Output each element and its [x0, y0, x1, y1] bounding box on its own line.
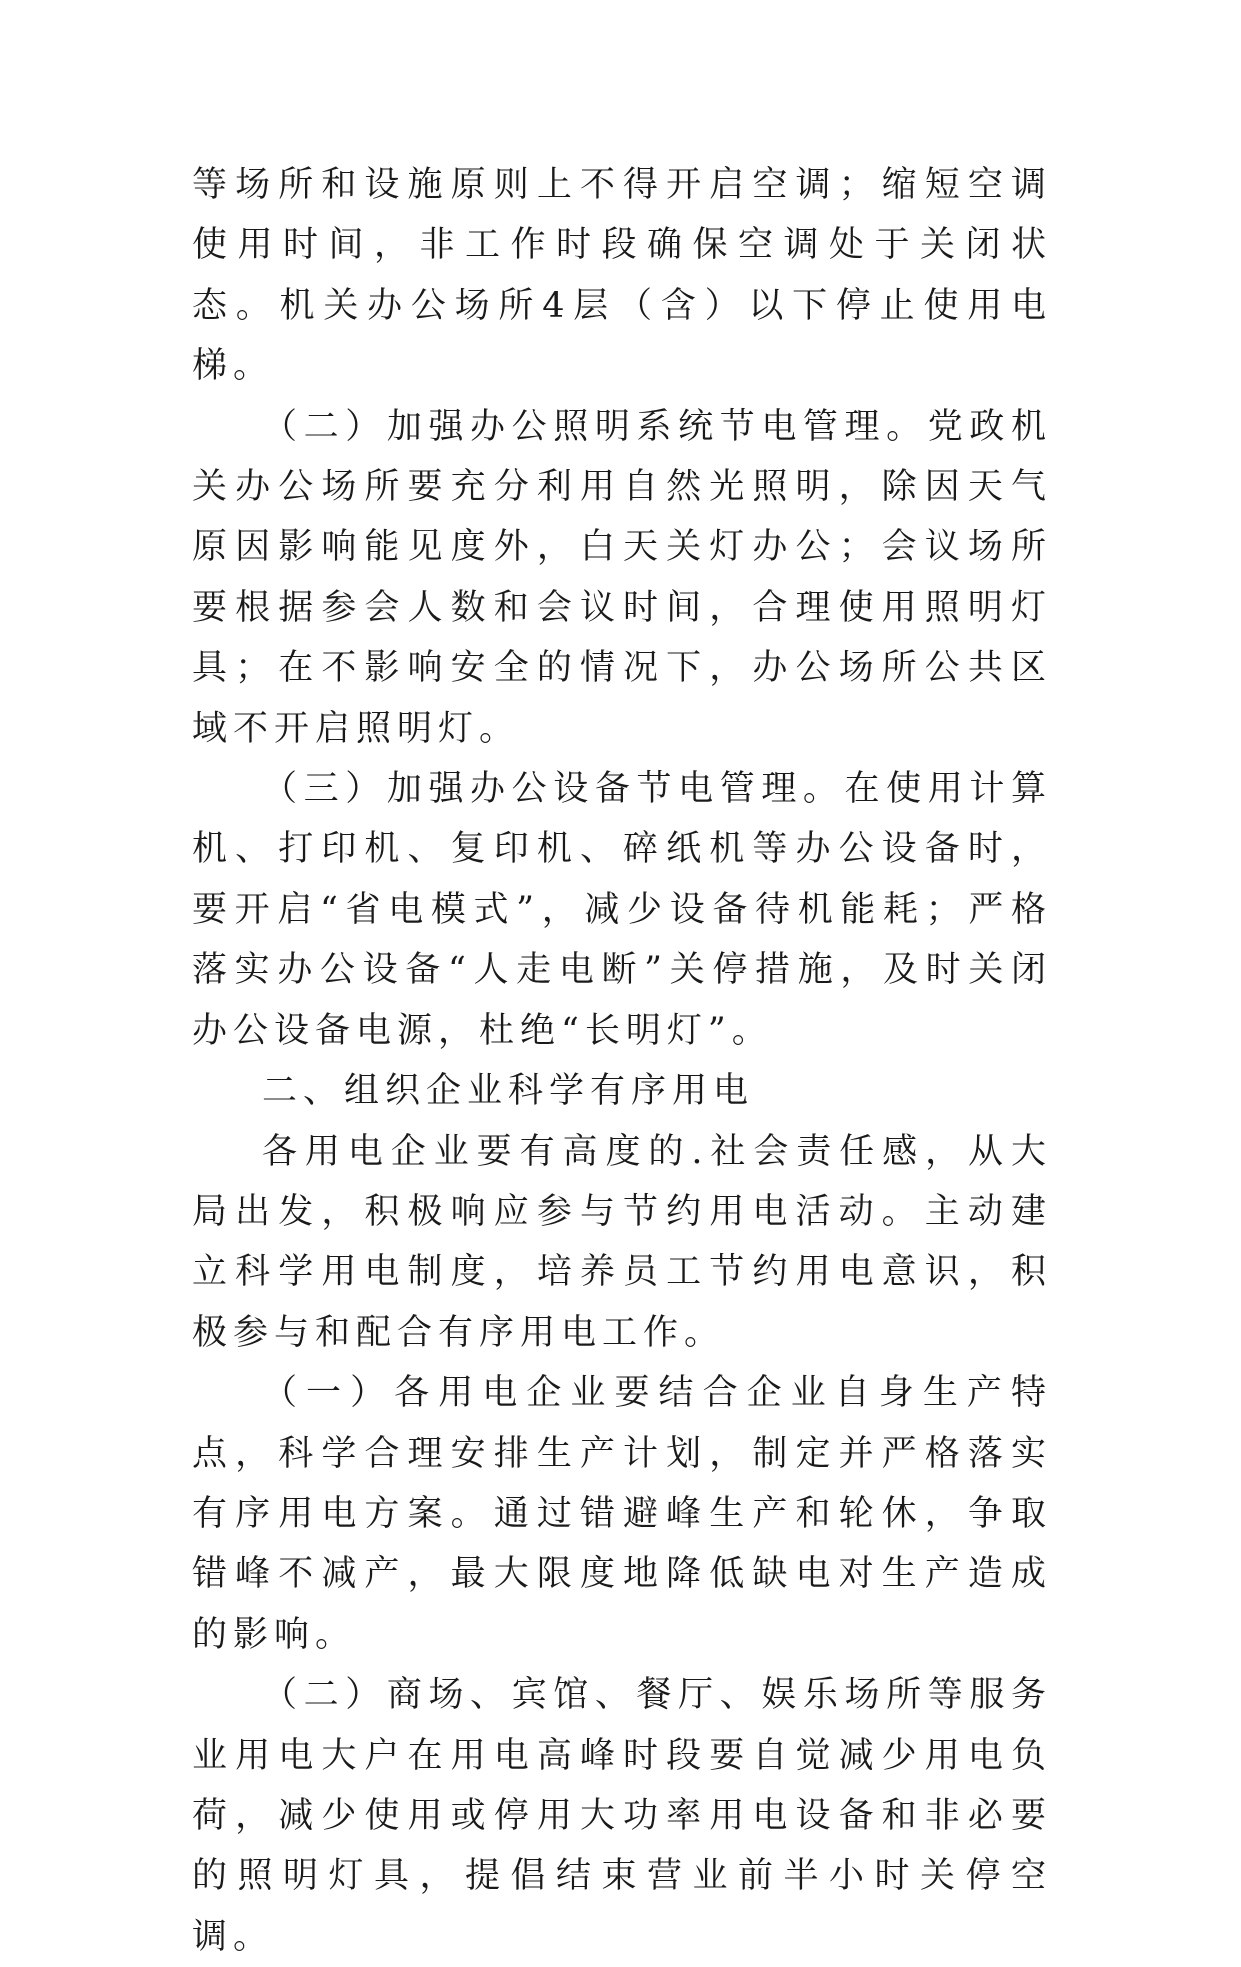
paragraph-service-industry: （二）商场、宾馆、餐厅、娱乐场所等服务业用电大户在用电高峰时段要自觉减少用电负荷，减少使用或停用大功率用电设备和非必要的照明灯具，提倡结束营业前半小时关停空调。 — [192, 1675, 1052, 1957]
paragraph-continuation: 等场所和设施原则上不得开启空调；缩短空调使用时间，非工作时段确保空调处于关闭状态。机关办公场所4层（含）以下停止使用电梯。 — [192, 165, 1052, 387]
paragraph-production-planning: （一）各用电企业要结合企业自身生产特点，科学合理安排生产计划，制定并严格落实有序用电方案。通过错避峰生产和轮休，争取错峰不减产，最大限度地降低缺电对生产造成的影响。 — [192, 1373, 1052, 1655]
section-heading-enterprise: 二、组织企业科学有序用电 — [262, 1071, 755, 1112]
paragraph-office-equipment: （三）加强办公设备节电管理。在使用计算机、打印机、复印机、碎纸机等办公设备时，要开启“省电模式”，减少设备待机能耗；严格落实办公设备“人走电断”关停措施，及时关闭办公设备电源，杜绝“长明灯”。 — [192, 769, 1052, 1051]
paragraph-enterprise-responsibility: 各用电企业要有高度的.社会责任感，从大局出发，积极响应参与节约用电活动。主动建立科学用电制度，培养员工节约用电意识，积极参与和配合有序用电工作。 — [192, 1131, 1052, 1353]
paragraph-office-lighting: （二）加强办公照明系统节电管理。党政机关办公场所要充分利用自然光照明，除因天气原因影响能见度外，白天关灯办公；会议场所要根据参会人数和会议时间，合理使用照明灯具；在不影响安全的情况下，办公场所公共区域不开启照明灯。 — [192, 406, 1052, 749]
document-body — [192, 155, 1052, 1967]
